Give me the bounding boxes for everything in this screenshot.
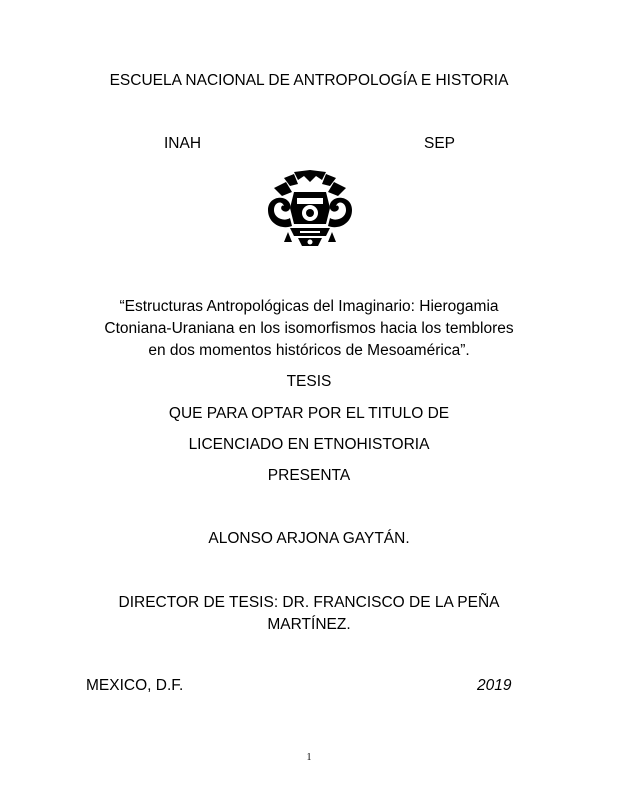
place: MEXICO, D.F. — [86, 677, 184, 694]
author-name: ALONSO ARJONA GAYTÁN. — [208, 530, 410, 547]
year: 2019 — [477, 677, 512, 694]
presenta-label: PRESENTA — [267, 467, 351, 484]
org-sep: SEP — [424, 135, 456, 152]
document-type: TESIS — [286, 373, 332, 390]
org-inah: INAH — [164, 135, 202, 152]
degree-name: LICENCIADO EN ETNOHISTORIA — [188, 436, 430, 453]
thesis-director-line-2: MARTÍNEZ. — [267, 616, 351, 633]
thesis-title-line-3: en dos momentos históricos de Mesoamérica”. — [148, 342, 470, 359]
thesis-title-line-1: “Estructuras Antropológicas del Imaginario: Hierogamia — [119, 298, 499, 315]
page-number: 1 — [306, 752, 312, 763]
degree-statement: QUE PARA OPTAR POR EL TITULO DE — [168, 405, 450, 422]
institution-name: ESCUELA NACIONAL DE ANTROPOLOGÍA E HISTORIA — [109, 72, 509, 89]
inah-emblem-icon — [264, 170, 356, 252]
thesis-director-line-1: DIRECTOR DE TESIS: DR. FRANCISCO DE LA PEÑA — [118, 594, 500, 611]
thesis-title-line-2: Ctoniana-Uraniana en los isomorfismos hacia los temblores — [104, 320, 514, 337]
